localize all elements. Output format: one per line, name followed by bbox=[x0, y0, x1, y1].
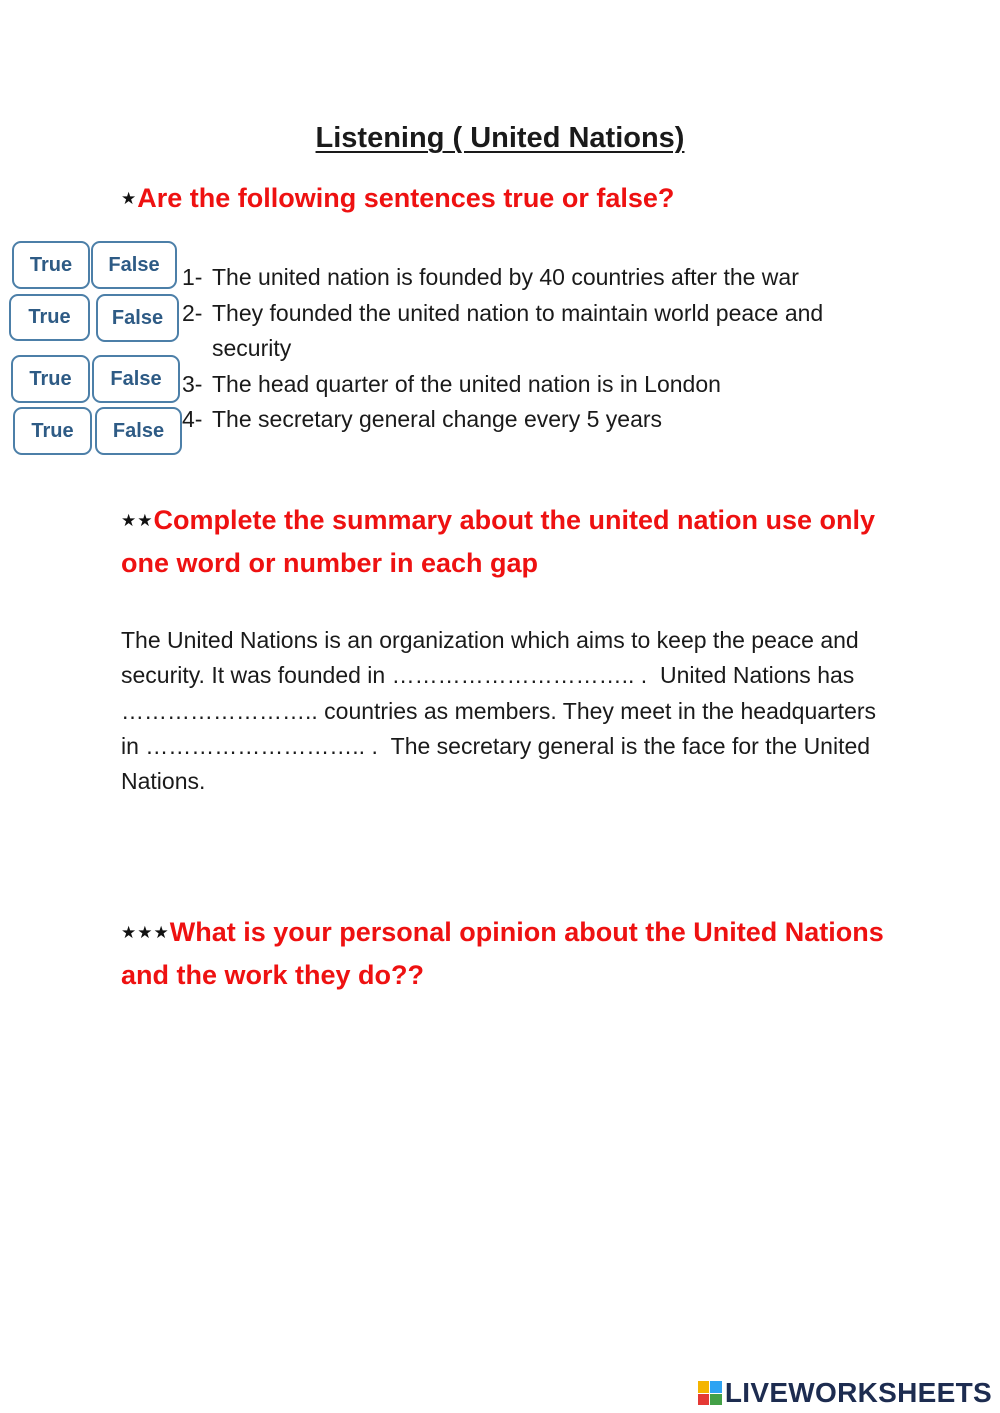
statement-list bbox=[182, 260, 902, 438]
true-button-3[interactable]: True bbox=[11, 355, 90, 403]
section2-heading-text: Complete the summary about the united nation use only one word or number in each gap bbox=[121, 505, 876, 578]
false-button-4[interactable]: False bbox=[95, 407, 182, 455]
item-text: They founded the united nation to maintain world peace and security bbox=[212, 299, 824, 361]
list-item bbox=[182, 367, 902, 403]
item-text: The head quarter of the united nation is in London bbox=[212, 370, 721, 397]
item-text: The united nation is founded by 40 countries after the war bbox=[212, 264, 799, 290]
section2-heading bbox=[121, 499, 891, 584]
logo-text: LIVEWORKSHEETS bbox=[724, 1377, 992, 1408]
summary-text-3: countries as members. They meet in the headquarters in bbox=[121, 697, 877, 759]
item-number: 4- bbox=[182, 406, 203, 432]
summary-text-4: The secretary general is the face for the United Nations. bbox=[121, 732, 871, 795]
false-button-3[interactable]: False bbox=[92, 355, 180, 403]
false-button-2[interactable]: False bbox=[96, 294, 179, 342]
item-number: 2- bbox=[182, 299, 203, 326]
logo-icon bbox=[698, 1381, 722, 1405]
section1-heading bbox=[121, 177, 921, 220]
list-item bbox=[182, 260, 902, 296]
page-title: Listening ( United Nations) bbox=[315, 122, 685, 154]
list-item bbox=[182, 402, 902, 438]
liveworksheets-logo bbox=[698, 1374, 992, 1412]
item-text: The secretary general change every 5 years bbox=[212, 406, 663, 432]
section1-heading-text: Are the following sentences true or false? bbox=[137, 183, 675, 213]
section3-heading-text: What is your personal opinion about the United Nations and the work they do?? bbox=[121, 917, 884, 990]
true-button-2[interactable]: True bbox=[9, 294, 90, 341]
section3-heading bbox=[121, 911, 891, 996]
true-button-1[interactable]: True bbox=[12, 241, 90, 289]
gap-input-3[interactable]: ……………………….. . bbox=[145, 732, 378, 759]
summary-paragraph bbox=[121, 623, 881, 799]
item-number: 1- bbox=[182, 264, 203, 290]
summary-text-1: The United Nations is an organization which aims to keep the peace and security. It was founded in bbox=[121, 627, 859, 689]
gap-input-2[interactable]: …………………….. bbox=[121, 697, 318, 724]
list-item bbox=[182, 296, 902, 367]
item-number: 3- bbox=[182, 370, 203, 397]
summary-text-2: United Nations has bbox=[659, 662, 855, 689]
gap-input-1[interactable]: ………………………….. . bbox=[391, 662, 648, 689]
true-button-4[interactable]: True bbox=[13, 407, 92, 455]
star-icon: ★★ bbox=[121, 511, 154, 530]
star-icon: ★ bbox=[121, 189, 138, 208]
star-icon: ★★★ bbox=[121, 923, 170, 942]
false-button-1[interactable]: False bbox=[91, 241, 177, 289]
